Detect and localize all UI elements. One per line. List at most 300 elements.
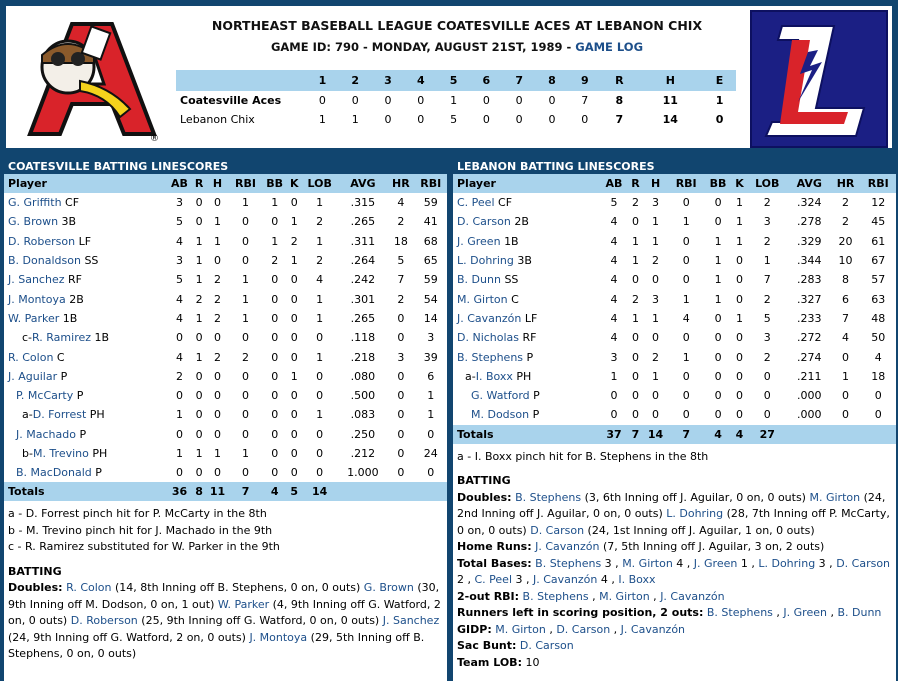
- stat-cell: 0: [631, 215, 639, 229]
- stat-cell: 1: [735, 196, 743, 210]
- linescore-inning-cell: 0: [384, 113, 392, 126]
- stat-cell: 3: [763, 331, 771, 345]
- totals-cell: 4: [732, 425, 746, 444]
- stat-cell: 4: [175, 350, 183, 364]
- player-name-link[interactable]: R. Colon: [66, 581, 112, 595]
- player-name-link[interactable]: M. Dodson: [471, 408, 530, 422]
- linescore-inning-cell: 0: [417, 94, 425, 107]
- stat-cell: .311: [350, 234, 376, 248]
- stat-cell: 0: [195, 331, 203, 345]
- table-row: [453, 309, 896, 328]
- stat-cell: .000: [796, 408, 822, 422]
- stat-cell: 4: [175, 234, 183, 248]
- stat-cell: .218: [350, 350, 376, 364]
- player-name-link[interactable]: M. Girton: [457, 292, 508, 306]
- stat-cell: 0: [631, 369, 639, 383]
- lebanon-gidp: [457, 622, 892, 639]
- lebanon-batting-table: [453, 174, 896, 444]
- player-cell: [453, 232, 600, 251]
- player-name-link[interactable]: B. Stephens: [515, 490, 582, 504]
- stat-cell: 0: [682, 196, 690, 210]
- table-row: [4, 270, 447, 289]
- player-cell: [453, 289, 600, 308]
- stat-detail: 3 ,: [601, 556, 623, 570]
- linescore-body: [176, 91, 736, 129]
- stat-cell: 0: [213, 427, 221, 441]
- player-name-link[interactable]: D. Carson: [457, 215, 511, 229]
- coatesville-batting-body: [4, 193, 447, 501]
- stat-cell: 6: [427, 369, 435, 383]
- player-name-link[interactable]: I. Boxx: [475, 369, 513, 383]
- table-row: [4, 232, 447, 251]
- linescore-col-header: 7: [503, 70, 536, 91]
- stat-cell: 1: [316, 196, 324, 210]
- player-name-link[interactable]: B. Stephens: [535, 556, 602, 570]
- stat-cell: 0: [735, 292, 743, 306]
- stat-cell: 0: [427, 466, 435, 480]
- player-name-link[interactable]: D. Roberson: [8, 234, 76, 248]
- stat-detail: 4 ,: [672, 556, 694, 570]
- linescore-col-header: E: [703, 70, 736, 91]
- player-position: RF: [68, 273, 82, 287]
- player-cell: [453, 405, 600, 424]
- stat-cell: .233: [796, 311, 822, 325]
- player-position: P: [526, 350, 534, 364]
- stat-cell: 2: [397, 215, 405, 229]
- stat-detail: 1 ,: [737, 556, 759, 570]
- stat-cell: 1: [290, 254, 298, 268]
- batting-col-header: Player: [453, 174, 600, 193]
- player-cell: [453, 212, 600, 231]
- stat-cell: 1: [427, 408, 435, 422]
- game-subtitle: [170, 40, 744, 54]
- stat-cell: 7: [763, 273, 771, 287]
- table-row: [4, 251, 447, 270]
- stat-cell: 0: [213, 408, 221, 422]
- table-row: [4, 212, 447, 231]
- game-log-link[interactable]: GAME LOG: [575, 40, 644, 54]
- player-name-link[interactable]: D. Carson: [519, 639, 574, 653]
- player-name-link[interactable]: W. Parker: [217, 597, 270, 611]
- coatesville-batting-section: [4, 556, 447, 663]
- stat-cell: 1: [610, 369, 618, 383]
- player-name-link[interactable]: J. Montoya: [8, 292, 66, 306]
- player-name-link[interactable]: M. Girton: [622, 556, 673, 570]
- table-row: [4, 347, 447, 366]
- table-row: [4, 386, 447, 405]
- stat-cell: 0: [714, 408, 722, 422]
- player-name-link[interactable]: D. Nicholas: [457, 331, 520, 345]
- linescore-row: [176, 91, 736, 110]
- stat-cell: 3: [763, 215, 771, 229]
- player-cell: [453, 193, 600, 212]
- stat-cell: 63: [871, 292, 886, 306]
- table-row: [453, 347, 896, 366]
- table-row: [4, 425, 447, 444]
- stat-cell: 1: [631, 254, 639, 268]
- stat-cell: 1: [242, 447, 250, 460]
- player-name-link[interactable]: C. Peel: [457, 196, 495, 210]
- player-cell: [453, 386, 600, 405]
- linescore-r-cell: 7: [615, 113, 624, 126]
- player-name-link[interactable]: D. Forrest: [32, 408, 87, 422]
- stat-cell: 0: [242, 331, 250, 345]
- player-name-link[interactable]: L. Dohring: [758, 556, 816, 570]
- stat-cell: 0: [175, 331, 183, 345]
- stat-cell: 2: [290, 234, 298, 248]
- stat-cell: 0: [397, 331, 405, 345]
- two-out-rbi-label: 2-out RBI:: [457, 589, 520, 603]
- stat-cell: 0: [631, 331, 639, 345]
- stat-cell: 0: [195, 466, 203, 480]
- stat-cell: 0: [427, 427, 435, 441]
- stat-cell: 1: [631, 311, 639, 325]
- player-name-link[interactable]: G. Brown: [8, 215, 59, 229]
- player-name-link[interactable]: M. Girton: [495, 622, 546, 636]
- sub-prefix: b-: [22, 447, 33, 460]
- stat-cell: 0: [631, 408, 639, 422]
- batting-col-header: K: [288, 174, 301, 193]
- player-name-link[interactable]: D. Carson: [530, 523, 585, 537]
- stat-cell: 0: [763, 408, 771, 422]
- player-name-link[interactable]: R. Ramirez: [32, 331, 92, 345]
- linescore-e-cell: 0: [715, 113, 724, 126]
- stat-cell: 2: [631, 292, 639, 306]
- player-name-link[interactable]: G. Watford: [471, 389, 530, 403]
- player-cell: [4, 405, 166, 424]
- batting-col-header: RBI: [668, 174, 703, 193]
- risp-label: Runners left in scoring position, 2 outs:: [457, 606, 704, 620]
- coatesville-batting-table: [4, 174, 447, 501]
- stat-cell: 2: [631, 196, 639, 210]
- lebanon-notes: [453, 444, 896, 466]
- player-position: RF: [522, 331, 537, 345]
- stat-cell: 0: [195, 369, 203, 383]
- player-position: P: [532, 408, 540, 422]
- stat-cell: 1: [242, 292, 250, 306]
- batting-col-header: LOB: [747, 174, 788, 193]
- player-name-link[interactable]: D. Carson: [836, 556, 891, 570]
- stat-detail: (24, 9th Inning off G. Watford, 2 on, 0 outs): [8, 630, 250, 644]
- batting-col-header: AB: [166, 174, 192, 193]
- stat-cell: 0: [175, 389, 183, 403]
- player-name-link[interactable]: G. Griffith: [8, 196, 62, 210]
- player-name-link[interactable]: L. Dohring: [666, 507, 724, 521]
- linescore-inning-cell: 1: [450, 94, 458, 107]
- batting-col-header: R: [193, 174, 206, 193]
- stat-cell: 0: [842, 350, 850, 364]
- stat-detail: ,: [772, 606, 784, 620]
- linescore-col-header: 5: [437, 70, 470, 91]
- stat-cell: 68: [423, 234, 438, 248]
- lebanon-team-lob: [457, 655, 892, 672]
- player-position: P: [533, 389, 540, 403]
- player-position: 1B: [504, 234, 519, 248]
- player-name-link[interactable]: J. Cavanzón: [457, 311, 522, 325]
- stat-cell: 57: [871, 273, 886, 287]
- batting-col-header: LOB: [301, 174, 339, 193]
- player-name-link[interactable]: M. Girton: [599, 589, 650, 603]
- stat-cell: 1: [652, 369, 660, 383]
- player-name-link[interactable]: J. Sanchez: [8, 273, 65, 287]
- player-name-link[interactable]: M. Trevino: [32, 447, 89, 460]
- player-name-link[interactable]: J. Cavanzón: [533, 573, 598, 587]
- stat-cell: .083: [350, 408, 376, 422]
- player-cell: [4, 232, 166, 251]
- player-name-link[interactable]: D. Carson: [556, 622, 611, 636]
- stat-cell: 0: [735, 273, 743, 287]
- linescore-col-header: 6: [470, 70, 503, 91]
- stat-cell: 1.000: [347, 466, 379, 480]
- stat-cell: .000: [796, 389, 822, 403]
- lebanon-total-bases: [457, 556, 892, 589]
- stat-cell: 1: [682, 292, 690, 306]
- player-name-link[interactable]: B. Stephens: [522, 589, 589, 603]
- linescore-col-header: 8: [536, 70, 569, 91]
- totals-row: [4, 482, 447, 501]
- player-position: 1B: [62, 311, 78, 325]
- player-name-link[interactable]: J. Montoya: [249, 630, 308, 644]
- table-row: [4, 463, 447, 482]
- stat-detail: (30, 9th Inning off M. Dodson, 0 on, 1 out): [8, 581, 440, 611]
- coatesville-doubles: [8, 580, 443, 663]
- linescore-col-header: R: [601, 70, 637, 91]
- stat-cell: 0: [242, 234, 250, 248]
- stat-cell: 2: [652, 350, 660, 364]
- stat-cell: 1: [714, 254, 722, 268]
- stat-cell: .250: [350, 427, 376, 441]
- stat-cell: 0: [290, 466, 298, 480]
- linescore-inning-cell: 0: [417, 113, 425, 126]
- stat-cell: 59: [423, 273, 438, 287]
- player-cell: [4, 463, 166, 482]
- player-cell: [4, 289, 166, 308]
- table-row: [453, 232, 896, 251]
- stat-cell: 0: [397, 466, 405, 480]
- stat-detail: 4 ,: [597, 573, 619, 587]
- stat-cell: 0: [242, 389, 250, 403]
- stat-cell: 14: [423, 311, 438, 325]
- totals-empty-cell: [339, 482, 388, 501]
- stat-cell: 0: [682, 369, 690, 383]
- player-name-link[interactable]: B. Stephens: [706, 606, 773, 620]
- stat-cell: 1: [714, 234, 722, 248]
- stat-cell: 1: [175, 447, 183, 460]
- aces-logo-icon[interactable]: [20, 9, 164, 149]
- stat-cell: 7: [397, 273, 405, 287]
- stat-cell: 1: [195, 350, 203, 364]
- totals-empty-cell: [861, 425, 897, 444]
- player-name-link[interactable]: W. Parker: [8, 311, 60, 325]
- stat-cell: 2: [213, 311, 221, 325]
- stat-cell: 1: [195, 234, 203, 248]
- game-title: NORTHEAST BASEBALL LEAGUE COATESVILLE ACES AT LEBANON CHIX: [211, 18, 703, 33]
- stat-cell: 0: [242, 369, 250, 383]
- stat-cell: 0: [242, 408, 250, 422]
- table-row: [453, 270, 896, 289]
- stat-cell: 0: [213, 196, 221, 210]
- player-position: CF: [65, 196, 80, 210]
- coatesville-notes: [4, 501, 447, 556]
- stat-cell: 0: [271, 466, 279, 480]
- stat-cell: 2: [271, 254, 279, 268]
- stat-cell: .283: [796, 273, 822, 287]
- stat-cell: 0: [316, 447, 324, 460]
- player-name-link[interactable]: C. Peel: [474, 573, 513, 587]
- totals-cell: 4: [262, 482, 288, 501]
- player-name-link[interactable]: J. Cavanzón: [660, 589, 725, 603]
- player-name-link[interactable]: J. Green: [457, 234, 501, 248]
- linescore-inning-cell: 7: [581, 94, 589, 107]
- batting-col-header: AB: [600, 174, 629, 193]
- player-name-link[interactable]: J. Green: [783, 606, 827, 620]
- linescore-col-header: H: [638, 70, 704, 91]
- stat-cell: 0: [874, 408, 882, 422]
- stat-cell: 4: [397, 196, 405, 210]
- totals-cell: 11: [206, 482, 230, 501]
- stat-cell: 3: [397, 350, 405, 364]
- player-name-link[interactable]: J. Green: [693, 556, 738, 570]
- stat-cell: 0: [271, 427, 279, 441]
- lebanon-home-runs: [457, 539, 892, 556]
- table-row: [4, 367, 447, 386]
- stat-cell: 0: [290, 427, 298, 441]
- player-position: 3B: [61, 215, 77, 229]
- stat-cell: 0: [316, 331, 324, 345]
- linescore-team-header: [176, 70, 306, 91]
- stat-cell: 5: [175, 273, 183, 287]
- player-name-link[interactable]: J. Cavanzón: [535, 540, 600, 554]
- player-position: P: [76, 389, 84, 403]
- player-position: SS: [84, 254, 99, 268]
- player-position: C: [56, 350, 65, 364]
- stat-cell: 0: [631, 389, 639, 403]
- linescore-inning-cell: 0: [384, 94, 392, 107]
- player-position: LF: [524, 311, 538, 325]
- stat-cell: .080: [350, 369, 376, 383]
- player-name-link[interactable]: B. Stephens: [457, 350, 524, 364]
- stat-cell: 48: [871, 311, 886, 325]
- totals-empty-cell: [387, 482, 414, 501]
- linescore-inning-cell: 0: [548, 94, 556, 107]
- sub-prefix: a-: [22, 408, 33, 422]
- batting-col-header: H: [206, 174, 230, 193]
- lebanon-batting-section: [453, 465, 896, 671]
- table-row: [453, 251, 896, 270]
- linescore-team-name: Lebanon Chix: [180, 113, 255, 126]
- stat-cell: 0: [271, 369, 279, 383]
- player-name-link[interactable]: J. Sanchez: [382, 614, 440, 628]
- stat-cell: 0: [290, 196, 298, 210]
- stat-cell: 3: [610, 350, 618, 364]
- player-name-link[interactable]: J. Aguilar: [8, 369, 58, 383]
- linescore-col-header: 3: [372, 70, 405, 91]
- linescore-team-name: Coatesville Aces: [180, 94, 282, 107]
- stat-cell: 1: [735, 311, 743, 325]
- stat-cell: 1: [763, 254, 771, 268]
- player-name-link[interactable]: J. Machado: [16, 427, 76, 441]
- stat-cell: 0: [290, 273, 298, 287]
- player-name-link[interactable]: J. Cavanzón: [620, 622, 686, 636]
- stat-cell: .264: [350, 254, 376, 268]
- stat-cell: 1: [242, 196, 250, 210]
- player-name-link[interactable]: L. Dohring: [457, 254, 514, 268]
- stat-cell: .272: [796, 331, 822, 345]
- player-name-link[interactable]: I. Boxx: [618, 573, 656, 587]
- stat-cell: 1: [631, 234, 639, 248]
- doubles-label: Doubles:: [457, 490, 512, 504]
- stat-cell: 50: [871, 331, 886, 345]
- stat-cell: 5: [763, 311, 771, 325]
- stat-cell: 0: [290, 331, 298, 345]
- stat-cell: 2: [213, 350, 221, 364]
- stat-cell: 0: [735, 408, 743, 422]
- player-cell: [4, 309, 166, 328]
- stat-cell: 1: [427, 389, 435, 403]
- linescore-col-header: 4: [404, 70, 437, 91]
- totals-cell: 7: [628, 425, 642, 444]
- stat-cell: 45: [871, 215, 886, 229]
- table-row: [4, 444, 447, 463]
- stat-cell: 0: [714, 215, 722, 229]
- linescore-inning-cell: 0: [515, 113, 523, 126]
- stat-cell: 1: [271, 196, 279, 210]
- player-name-link[interactable]: B. Dunn: [837, 606, 882, 620]
- stat-cell: .329: [796, 234, 822, 248]
- stat-cell: 0: [175, 466, 183, 480]
- totals-cell: 7: [668, 425, 703, 444]
- player-name-link[interactable]: B. Dunn: [457, 273, 501, 287]
- stat-cell: 0: [316, 369, 324, 383]
- stat-cell: 0: [290, 292, 298, 306]
- stat-cell: 0: [213, 254, 221, 268]
- stat-cell: 0: [714, 350, 722, 364]
- player-cell: [4, 193, 166, 212]
- player-name-link[interactable]: B. Donaldson: [8, 254, 81, 268]
- player-cell: [4, 328, 166, 347]
- player-name-link[interactable]: B. MacDonald: [16, 466, 92, 480]
- stat-cell: 1: [213, 447, 221, 460]
- player-cell: [4, 367, 166, 386]
- stat-cell: 0: [195, 427, 203, 441]
- stat-cell: 4: [682, 311, 690, 325]
- total-bases-label: Total Bases:: [457, 556, 532, 570]
- totals-cell: 14: [301, 482, 339, 501]
- player-name-link[interactable]: R. Colon: [8, 350, 54, 364]
- stat-cell: 0: [652, 331, 660, 345]
- stat-cell: 2: [842, 215, 850, 229]
- stat-cell: 1: [195, 447, 203, 460]
- linescore-col-header: 1: [306, 70, 339, 91]
- stat-cell: 0: [242, 215, 250, 229]
- player-name-link[interactable]: D. Roberson: [70, 614, 138, 628]
- player-name-link[interactable]: P. McCarty: [16, 389, 74, 403]
- player-name-link[interactable]: G. Brown: [363, 581, 414, 595]
- linescore-inning-cell: 0: [482, 94, 490, 107]
- stat-cell: 2: [763, 196, 771, 210]
- player-position: PH: [92, 447, 108, 460]
- chix-logo-icon[interactable]: [750, 10, 888, 148]
- stat-cell: 1: [271, 234, 279, 248]
- batting-col-header: Player: [4, 174, 166, 193]
- totals-label: Totals: [4, 482, 166, 501]
- totals-empty-cell: [415, 482, 447, 501]
- stat-cell: .265: [350, 215, 376, 229]
- team-lob-label: Team LOB:: [457, 655, 522, 669]
- stat-cell: 0: [195, 389, 203, 403]
- lebanon-batting-title: LEBANON BATTING LINESCORES: [453, 157, 896, 174]
- player-name-link[interactable]: M. Girton: [809, 490, 861, 504]
